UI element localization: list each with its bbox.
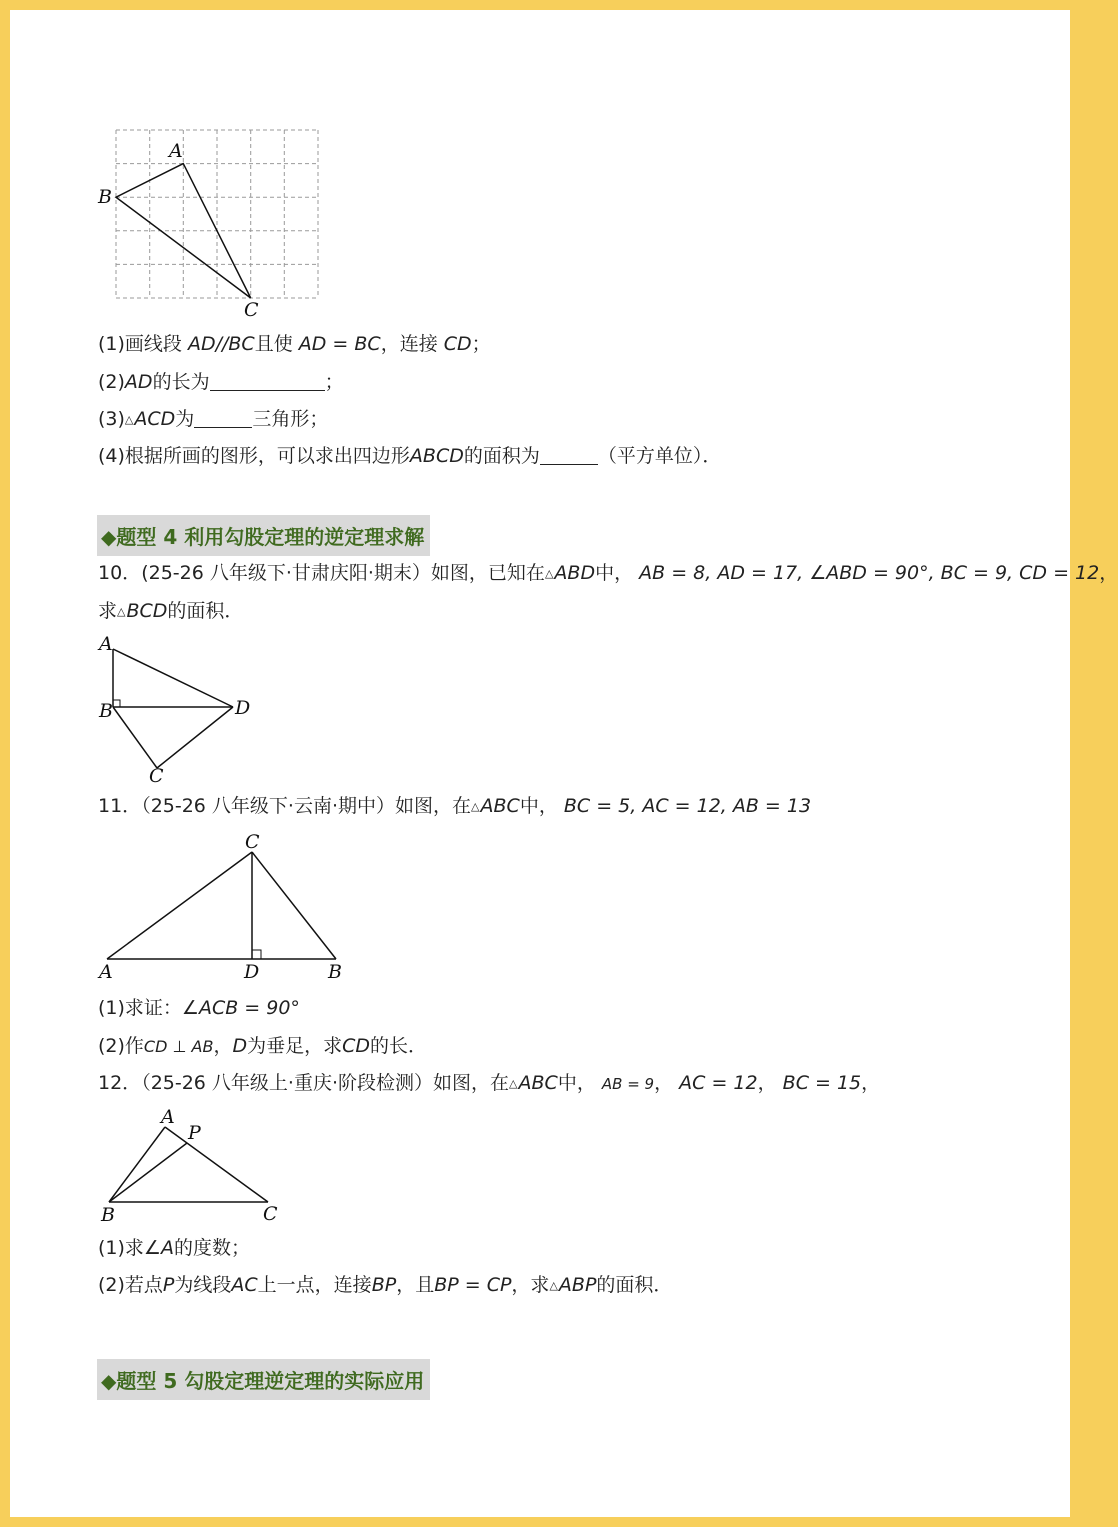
q11-part2: (2)作CD ⊥ AB，D为垂足，求CD的长． [98, 1035, 428, 1057]
q12-line1: 12．（25-26 八年级上·重庆·阶段检测）如图，在△ABC中， AB = 9， AC = 12， BC = 15， [98, 1072, 881, 1094]
answer-blank [210, 372, 325, 391]
label-d: D [244, 961, 260, 983]
label-b: B [99, 700, 113, 722]
q12-figure [95, 1104, 295, 1229]
q-grid-part1: (1)画线段 AD//BC且使 AD = BC，连接 CD； [98, 333, 491, 355]
q12-part2: (2)若点P为线段AC上一点，连接BP，且BP = CP，求△ABP的面积． [98, 1274, 673, 1296]
q-grid-part4: (4)根据所画的图形，可以求出四边形ABCD的面积为 （平方单位）． [98, 445, 722, 467]
label-c: C [263, 1203, 278, 1225]
q11-part1: (1)求证：∠ACB = 90° [98, 997, 300, 1019]
label-b: B [328, 961, 342, 983]
label-a: A [169, 140, 183, 162]
answer-blank [194, 409, 252, 428]
answer-blank [540, 446, 598, 465]
q12-part1: (1)求∠A的度数； [98, 1237, 250, 1259]
section-heading-4: ◆题型 4 利用勾股定理的逆定理求解 [97, 515, 430, 556]
q11-line1: 11．（25-26 八年级下·云南·期中）如图，在△ABC中， BC = 5, AC = 12, AB = 13 [98, 795, 812, 817]
label-b: B [101, 1204, 115, 1226]
label-c: C [149, 765, 164, 787]
q11-figure [95, 828, 355, 988]
label-a: A [99, 633, 113, 655]
q-grid-part3: (3)△ACD为 三角形； [98, 408, 329, 430]
q10-line2: 求△BCD的面积． [98, 600, 244, 622]
label-a: A [161, 1106, 175, 1128]
q10-line1: 10．(25-26 八年级下·甘肃庆阳·期末）如图，已知在△ABD中， AB = 8, AD = 17, ∠ABD = 90°, BC = 9, CD = 12， [98, 562, 1118, 584]
section-heading-5: ◆题型 5 勾股定理逆定理的实际应用 [97, 1359, 430, 1400]
q-grid-part2: (2)AD的长为 ； [98, 371, 344, 393]
label-p: P [188, 1122, 201, 1144]
label-d: D [235, 697, 251, 719]
label-c: C [244, 299, 259, 321]
grid-figure [95, 125, 335, 320]
label-b: B [98, 186, 112, 208]
q10-figure [95, 632, 265, 792]
label-a: A [99, 961, 113, 983]
label-c: C [245, 831, 260, 853]
